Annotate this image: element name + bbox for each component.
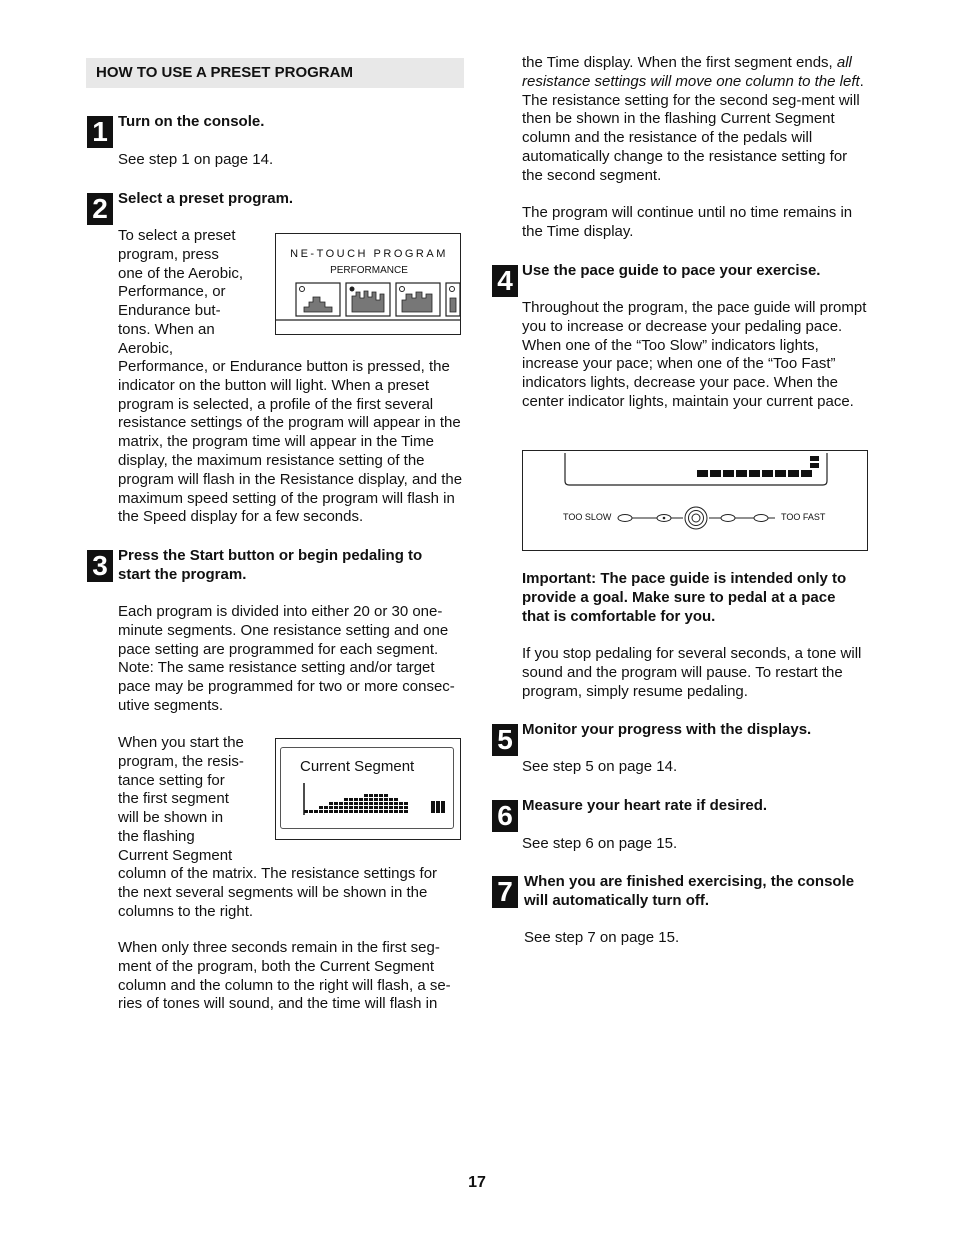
matrix-cell	[364, 806, 368, 809]
too-fast-label: TOO FAST	[781, 512, 826, 522]
text-line: program, the resis-	[118, 752, 244, 770]
matrix-cell	[431, 801, 435, 813]
matrix-cell	[384, 802, 388, 805]
matrix-cell	[389, 810, 393, 813]
matrix-cell	[379, 802, 383, 805]
matrix-cell	[369, 810, 373, 813]
page-number: 17	[468, 1174, 486, 1191]
matrix-cell	[399, 806, 403, 809]
matrix-cell	[384, 798, 388, 801]
step-6-body: See step 6 on page 15.	[522, 835, 678, 852]
step-number-6: 6	[492, 800, 518, 832]
matrix-cell	[369, 806, 373, 809]
matrix-cell	[349, 802, 353, 805]
step-2-title: Select a preset program.	[118, 190, 294, 207]
step-4-para1: Throughout the program, the pace guide will prompt you to increase or decrease your pedaling pace. When one of the “Too Slow” indicators lights, increase your pace; when one of the “Too Fast” indicators lights, decrease your pace. When the center indicator lights, maintain your current pace.	[522, 299, 867, 410]
matrix-cell	[354, 798, 358, 801]
step-6-title: Measure your heart rate if desired.	[522, 797, 768, 814]
continuation-post: . The resistance setting for the second seg-ment will then be shown in the flashing Current Segment column and the resistance of the pedals will automatically change to the resistance setting for the second segment.	[522, 72, 864, 184]
matrix-cell	[339, 806, 343, 809]
step-number-1: 1	[87, 116, 113, 148]
matrix-cell	[354, 802, 358, 805]
matrix-cell	[374, 810, 378, 813]
text-line: the first segment	[118, 790, 229, 808]
program-panel-heading: NE-TOUCH PROGRAM	[290, 248, 448, 260]
step-number-4: 4	[492, 265, 518, 297]
matrix-cell	[404, 802, 408, 805]
pace-guide-illustration	[522, 450, 868, 551]
step-3-para1: Each program is divided into either 20 or 30 one-minute segments. One resistance setting and one pace setting are programmed for each segment. Note: The same resistance setting and/or target pace may be programmed for two or more consec-utive segments.	[118, 603, 455, 714]
matrix-cell	[369, 802, 373, 805]
step-number-5: 5	[492, 724, 518, 756]
matrix-cell	[359, 810, 363, 813]
matrix-cell	[369, 794, 373, 797]
matrix-cell	[354, 806, 358, 809]
matrix-cell	[344, 810, 348, 813]
step-7-title: When you are finished exercising, the console will automatically turn off.	[524, 873, 855, 909]
text-line: Performance, or	[118, 283, 226, 301]
step-5-body: See step 5 on page 14.	[522, 758, 678, 775]
matrix-cell	[394, 802, 398, 805]
matrix-cell	[344, 802, 348, 805]
step-number-7: 7	[492, 876, 518, 908]
matrix-cell	[364, 794, 368, 797]
matrix-cell	[334, 802, 338, 805]
matrix-cell	[384, 794, 388, 797]
matrix-cell	[359, 806, 363, 809]
too-slow-label: TOO SLOW	[563, 512, 612, 522]
matrix-cell	[344, 806, 348, 809]
matrix-cell	[394, 810, 398, 813]
matrix-cell	[349, 798, 353, 801]
matrix-cell	[441, 801, 445, 813]
step-3-title: Press the Start button or begin pedaling to start the program.	[118, 547, 423, 583]
matrix-cell	[314, 810, 318, 813]
matrix-cell	[374, 802, 378, 805]
matrix-cell	[354, 810, 358, 813]
step-2-body-wrap	[118, 227, 278, 359]
matrix-cell	[339, 802, 343, 805]
step-3-para3: When only three seconds remain in the first seg-ment of the program, both the Current Segment column and the column to the right will flash, a se-ries of tones will sound, and the time will flash in	[118, 939, 451, 1013]
text-line: tons. When an	[118, 320, 215, 338]
matrix-cell	[304, 810, 308, 813]
matrix-cell	[364, 798, 368, 801]
step-1-title: Turn on the console.	[118, 113, 265, 130]
matrix-cell	[379, 810, 383, 813]
current-segment-label: Current Segment	[300, 758, 415, 775]
text-line: Current Segment	[118, 846, 233, 864]
matrix-cell	[379, 794, 383, 797]
matrix-cell	[384, 806, 388, 809]
matrix-cell	[379, 806, 383, 809]
step-4-para2: If you stop pedaling for several seconds, a tone will sound and the program will pause. To restart the program, simply resume pedaling.	[522, 645, 862, 700]
text-line: When you start the	[118, 734, 244, 751]
matrix-cell	[364, 802, 368, 805]
matrix-cell	[436, 801, 440, 813]
text-line: one of the Aerobic,	[118, 264, 244, 282]
matrix-cell	[404, 806, 408, 809]
matrix-bars-graphic	[276, 739, 462, 841]
matrix-cell	[329, 802, 333, 805]
text-line: To select a preset	[118, 227, 236, 244]
matrix-cell	[364, 810, 368, 813]
matrix-cell	[384, 810, 388, 813]
matrix-cell	[349, 806, 353, 809]
matrix-cell	[404, 810, 408, 813]
pace-guide-graphic	[523, 451, 869, 552]
matrix-cell	[389, 798, 393, 801]
step-number-3: 3	[87, 550, 113, 582]
matrix-cell	[394, 806, 398, 809]
step-7-body: See step 7 on page 15.	[524, 929, 680, 946]
step-5-title: Monitor your progress with the displays.	[522, 721, 812, 738]
matrix-cell	[389, 802, 393, 805]
step-2-body-rest: Performance, or Endurance button is pressed, the indicator on the button will light. When a preset program is selected, a profile of the first several resistance settings of the program will appear in the matrix, the program time will appear in the Time display, the maximum resistance setting of the program will flash in the Resistance display, and the maximum speed setting of the program will flash in the Speed display for a few seconds.	[118, 358, 463, 526]
matrix-cell	[309, 810, 313, 813]
step-3-continuation	[522, 54, 868, 186]
matrix-cell	[334, 810, 338, 813]
matrix-cell	[379, 798, 383, 801]
matrix-cell	[339, 810, 343, 813]
matrix-cell	[329, 810, 333, 813]
segment-matrix-illustration	[275, 738, 461, 840]
step-number-2: 2	[87, 193, 113, 225]
matrix-cell	[324, 810, 328, 813]
matrix-cell	[334, 806, 338, 809]
matrix-cell	[399, 802, 403, 805]
text-line: program, press	[118, 245, 219, 263]
program-panel-illustration	[275, 233, 461, 335]
step-3-para4: The program will continue until no time remains in the Time display.	[522, 204, 853, 240]
text-line: Aerobic,	[118, 339, 174, 357]
matrix-cell	[394, 798, 398, 801]
step-3-para2-wrap	[118, 734, 278, 866]
matrix-cell	[359, 798, 363, 801]
text-line: tance setting for	[118, 771, 225, 789]
text-line: the flashing	[118, 827, 195, 845]
step-1-body: See step 1 on page 14.	[118, 151, 274, 168]
step-4-important: Important: The pace guide is intended only to provide a goal. Make sure to pedal at a pace that is comfortable for you.	[522, 570, 847, 625]
matrix-cell	[374, 798, 378, 801]
program-buttons-graphic	[276, 280, 461, 335]
matrix-cell	[389, 806, 393, 809]
section-title: HOW TO USE A PRESET PROGRAM	[86, 58, 464, 88]
step-4-title: Use the pace guide to pace your exercise.	[522, 262, 821, 279]
continuation-italic: all resistance settings will move one column to the left	[522, 54, 860, 90]
matrix-cell	[374, 794, 378, 797]
matrix-cell	[349, 810, 353, 813]
matrix-cell	[344, 798, 348, 801]
step-3-para2-rest: column of the matrix. The resistance settings for the next several segments will be shown in the columns to the right.	[118, 865, 438, 920]
matrix-cell	[369, 798, 373, 801]
continuation-pre: the Time display. When the first segment ends,	[522, 54, 837, 71]
matrix-cell	[359, 802, 363, 805]
program-panel-subheading: PERFORMANCE	[330, 265, 408, 276]
text-line: Endurance but-	[118, 302, 221, 320]
matrix-cell	[399, 810, 403, 813]
matrix-cell	[319, 810, 323, 813]
matrix-cell	[319, 806, 323, 809]
matrix-cell	[329, 806, 333, 809]
text-line: will be shown in	[118, 809, 224, 827]
matrix-cell	[374, 806, 378, 809]
matrix-cell	[324, 806, 328, 809]
